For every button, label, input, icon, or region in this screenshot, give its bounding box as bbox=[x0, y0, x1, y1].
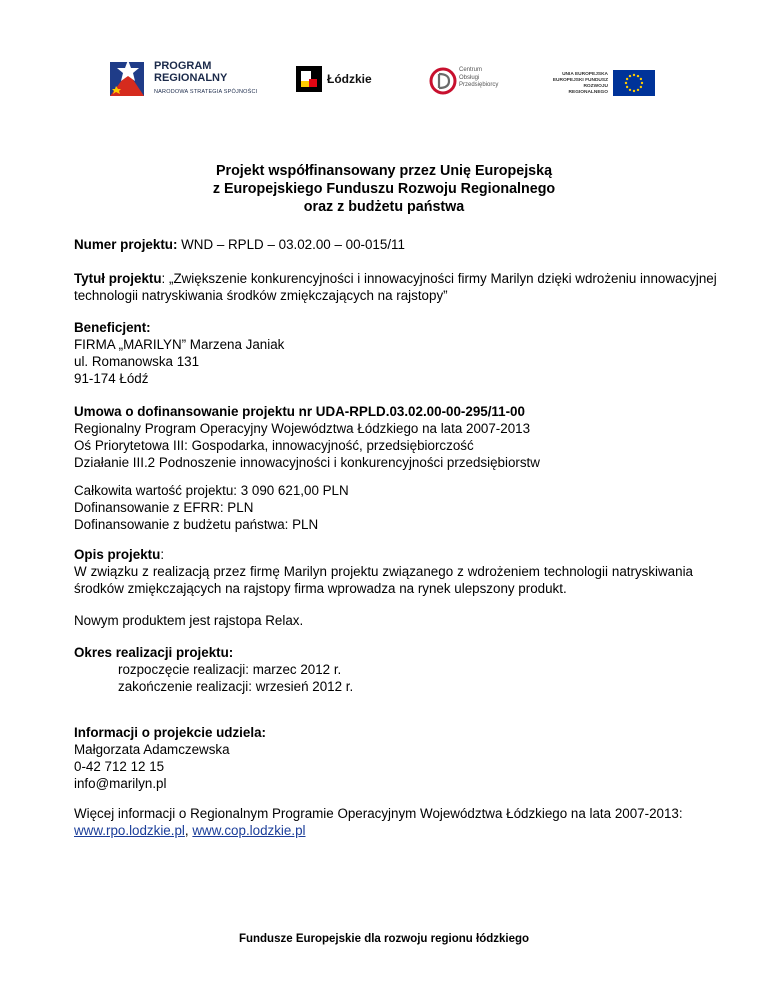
eu-logo bbox=[546, 70, 658, 98]
heading-line3: oraz z budżetu państwa bbox=[303, 199, 465, 215]
links-separator: , bbox=[184, 823, 193, 838]
funding-efrr: Dofinansowanie z EFRR: PLN bbox=[74, 500, 254, 515]
contact-label: Informacji o projekcie udziela: bbox=[74, 725, 266, 740]
project-title-line2: technologii natryskiwania środków zmiękczających na rajstopy” bbox=[74, 288, 448, 303]
agreement-axis: Oś Priorytetowa III: Gospodarka, innowacyjność, przedsiębiorczość bbox=[74, 438, 474, 453]
description-text: W związku z realizacją przez firmę Marilyn projektu związanego z wdrożeniem technologii natryskiwania środków zmiękczających na rajstopy firma wprowadza na rynek ulepszony produkt. bbox=[74, 564, 693, 596]
project-title bbox=[74, 270, 717, 304]
funding-total: Całkowita wartość projektu: 3 090 621,00 PLN bbox=[74, 483, 349, 498]
period-start: rozpoczęcie realizacji: marzec 2012 r. bbox=[118, 662, 342, 677]
program-regionalny-emblem-icon bbox=[108, 58, 148, 98]
period-label: Okres realizacji projektu: bbox=[74, 645, 234, 660]
eu-line2: EUROPEJSKI FUNDUSZ bbox=[552, 78, 608, 83]
lodzkie-logo bbox=[296, 66, 386, 94]
description-section bbox=[74, 546, 693, 597]
contact-section bbox=[74, 724, 266, 792]
contact-phone: 0-42 712 12 15 bbox=[74, 759, 165, 774]
contact-email: info@marilyn.pl bbox=[74, 776, 167, 791]
agreement-action: Działanie III.2 Podnoszenie innowacyjności i konkurencyjności przedsiębiorstw bbox=[74, 455, 540, 470]
program-regionalny-line2: REGIONALNY bbox=[154, 72, 228, 84]
cop-emblem-icon bbox=[428, 66, 458, 96]
cop-logo bbox=[428, 66, 508, 100]
program-regionalny-line1: PROGRAM bbox=[154, 60, 212, 72]
document-heading bbox=[0, 162, 768, 216]
description-label: Opis projektu bbox=[74, 547, 161, 562]
beneficiary-name: FIRMA „MARILYN” Marzena Janiak bbox=[74, 337, 285, 352]
program-regionalny-title bbox=[154, 60, 227, 84]
eu-logo-text bbox=[546, 72, 608, 96]
agreement-section bbox=[74, 403, 540, 471]
more-info-text: Więcej informacji o Regionalnym Programie Operacyjnym Województwa Łódzkiego na lata 2007-2013: bbox=[74, 806, 683, 821]
page-footer: Fundusze Europejskie dla rozwoju regionu łódzkiego bbox=[238, 933, 530, 945]
lodzkie-emblem-icon bbox=[296, 66, 322, 92]
eu-line1: UNIA EUROPEJSKA bbox=[562, 72, 608, 77]
cop-title bbox=[459, 67, 498, 90]
funding-state-budget: Dofinansowanie z budżetu państwa: PLN bbox=[74, 517, 319, 532]
project-number-value: WND – RPLD – 03.02.00 – 00-015/11 bbox=[177, 237, 405, 252]
agreement-label: Umowa o dofinansowanie projektu nr UDA-RPLD.03.02.00-00-295/11-00 bbox=[74, 404, 525, 419]
period-section bbox=[74, 644, 353, 695]
project-number bbox=[74, 236, 405, 253]
beneficiary-section bbox=[74, 319, 284, 387]
cop-lodzkie-link[interactable]: www.cop.lodzkie.pl bbox=[192, 823, 306, 838]
rpo-lodzkie-link[interactable]: www.rpo.lodzkie.pl bbox=[74, 823, 185, 838]
project-title-line1: : „Zwiększenie konkurencyjności i innowacyjności firmy Marilyn dzięki wdrożeniu innowacyjnej bbox=[161, 271, 717, 286]
heading-line1: Projekt współfinansowany przez Unię Europejską bbox=[215, 163, 553, 179]
beneficiary-street: ul. Romanowska 131 bbox=[74, 354, 200, 369]
beneficiary-city: 91-174 Łódź bbox=[74, 371, 149, 386]
project-title-label: Tytuł projektu bbox=[74, 271, 162, 286]
heading-line2: z Europejskiego Funduszu Rozwoju Regionalnego bbox=[212, 181, 556, 197]
cop-line1: Centrum bbox=[459, 67, 483, 73]
beneficiary-label: Beneficjent: bbox=[74, 320, 151, 335]
funding-section bbox=[74, 482, 349, 533]
cop-line2: Obsługi bbox=[459, 74, 480, 81]
agreement-program: Regionalny Program Operacyjny Województwa Łódzkiego na lata 2007-2013 bbox=[74, 421, 531, 436]
eu-line3: ROZWOJU REGIONALNEGO bbox=[568, 84, 608, 95]
program-regionalny-logo bbox=[108, 56, 258, 104]
program-regionalny-subtitle: NARODOWA STRATEGIA SPÓJNOŚCI bbox=[154, 89, 258, 95]
description-colon: : bbox=[160, 547, 165, 562]
lodzkie-name: Łódzkie bbox=[327, 72, 372, 86]
project-number-label: Numer projektu: bbox=[74, 237, 178, 252]
eu-flag-icon bbox=[613, 70, 655, 96]
more-info-section bbox=[74, 805, 683, 839]
contact-name: Małgorzata Adamczewska bbox=[74, 742, 230, 757]
period-end: zakończenie realizacji: wrzesień 2012 r. bbox=[118, 679, 354, 694]
new-product-text: Nowym produktem jest rajstopa Relax. bbox=[74, 613, 304, 628]
cop-line3: Przedsiębiorcy bbox=[459, 82, 499, 88]
